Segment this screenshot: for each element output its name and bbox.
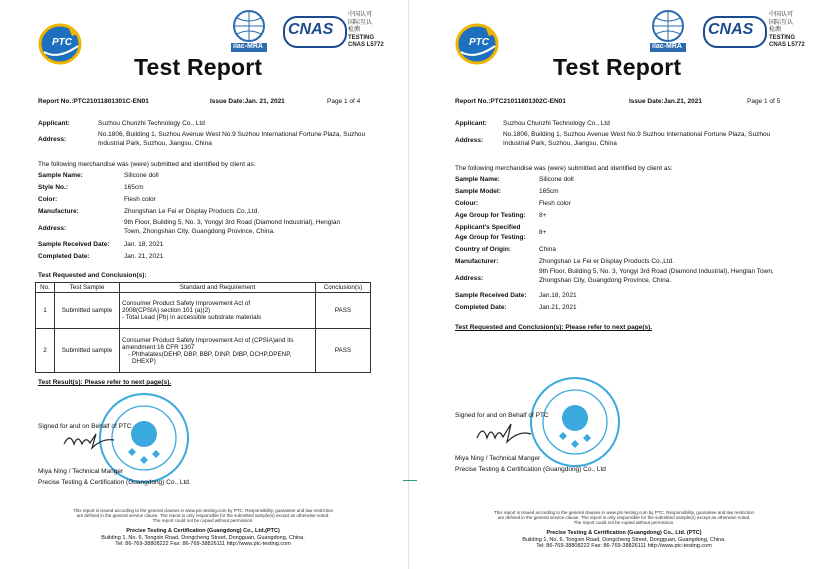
report-number: Report No.:PTC21011801302C-EN01	[455, 98, 566, 105]
legal-note-line: The report could not be copied without permission.	[152, 518, 254, 524]
cnas-text: CNAS	[288, 21, 334, 38]
page-divider	[408, 0, 409, 569]
table-row	[36, 293, 371, 329]
requirement-line: 2008(CPSIA) section 101 (a)(2)	[122, 307, 211, 314]
signed-text: Signed for and on Behalf of PTC	[38, 423, 132, 430]
accreditation-line: 中国认可	[769, 12, 794, 18]
legal-note-line: The report could not be copied without permission.	[573, 520, 675, 526]
ilac-text: ilac-MRA	[233, 43, 263, 50]
received-label: Sample Received Date:	[455, 292, 527, 299]
certification-stamp-icon	[529, 376, 621, 468]
field-label: Age Group for Testing:	[455, 234, 526, 241]
field-label: Applicant's Specified	[455, 224, 521, 231]
ptc-logo-text: PTC	[52, 37, 72, 48]
field-label: Sample Model:	[455, 188, 501, 195]
signer-name: Miya Ning / Technical Manger	[38, 468, 124, 475]
signer-company: Precise Testing & Certification (Guangdong) Co., Ltd.	[38, 479, 191, 486]
conclusion-line: Test Requested and Conclusion(s): Please refer to next page(s).	[455, 324, 653, 331]
requirement-line: - Phthalates(DEHP, DBP, BBP, DINP, DIBP, DCHP,DPENP,	[128, 350, 292, 358]
footer-contact: Tel: 86-769-38808222 Fax: 86-769-38826111 http://www.ptc-testing.com	[115, 541, 291, 547]
applicant-value: Suzhou Chunzhi Technology Co., Ltd	[503, 120, 610, 127]
table-header: Test Sample	[55, 283, 120, 293]
ilac-logo	[230, 10, 268, 54]
table-header: Standard and Requirement	[120, 283, 316, 293]
address-label: Address:	[38, 136, 67, 143]
address-line: No.1806, Building 1, Suzhou Avenue West No.9 Suzhou International Fortune Plaza, Suzhou	[503, 131, 771, 138]
field-label: Color:	[38, 196, 58, 203]
field-value: Zhongshan Le Fei er Display Products Co.,Ltd.	[124, 208, 260, 215]
address-line: No.1806, Building 1, Suzhou Avenue West No.9 Suzhou International Fortune Plaza, Suzhou	[98, 131, 366, 138]
address-value	[98, 131, 398, 148]
field-value: China	[539, 246, 556, 253]
issue-date: Issue Date:Jan.21, 2021	[629, 98, 702, 105]
mfr-address-value	[124, 219, 340, 236]
signer-company: Precise Testing & Certification (Guangdong) Co., Ltd	[455, 466, 606, 473]
intro-text: The following merchandise was (were) submitted and identified by client as:	[38, 161, 256, 168]
footer-company	[443, 530, 805, 550]
completed-value: Jan. 21, 2021	[124, 253, 164, 260]
field-value: Silicone doll	[124, 172, 159, 179]
table-header: Conclusion(s)	[316, 283, 371, 293]
page-number: Page 1 of 4	[327, 98, 361, 105]
footer-company-name: Precise Testing & Certification (Guangdong) Co., Ltd. (PTC)	[546, 530, 702, 536]
ptc-logo	[455, 22, 501, 66]
field-label: Sample Name:	[455, 176, 500, 183]
accreditation-line: 中国认可	[348, 12, 373, 18]
signed-text: Signed for and on Behalf of PTC	[455, 412, 549, 419]
address-line: 9th Floor, Building 5, No. 3, Yongyi 3rd Road (Diamond Industrial), Henglan	[124, 219, 341, 226]
field-value: 8+	[539, 229, 547, 236]
table-header: No.	[36, 283, 55, 293]
report-number: Report No.:PTC21011801301C-EN01	[38, 98, 149, 105]
row-no: 1	[36, 293, 55, 329]
accreditation-line: 国际互认	[348, 19, 373, 26]
field-label: Manufacturer:	[455, 258, 499, 265]
received-value: Jan.18, 2021	[539, 292, 577, 299]
accreditation-line: TESTING	[769, 34, 796, 41]
field-value: 8+	[539, 212, 547, 219]
field-label: Age Group for Testing:	[455, 212, 526, 219]
completed-label: Completed Date:	[38, 253, 90, 260]
address-line: Industrial Park, Suzhou, Jiangsu, China	[98, 139, 212, 147]
conclusion-table	[35, 282, 371, 373]
field-label: Manufacture:	[38, 208, 79, 215]
field-label: Colour:	[455, 200, 479, 207]
field-label: Sample Name:	[38, 172, 83, 179]
address-value	[503, 131, 813, 148]
legal-note-line: This report is issued according to the general clauses in www.ptc-testing.com by PTC. Responsibility, guarantee and law restriction	[493, 510, 755, 515]
requirement-line: DHEXP)	[132, 357, 156, 365]
address-line: Town, Zhongshan City, Guangdong Province, China.	[124, 227, 275, 235]
page-title: Test Report	[553, 54, 682, 80]
requirement-line: Consumer Product Safety Improvement Act of	[122, 300, 251, 307]
signer-name: Miya Ning / Technical Manger	[455, 455, 541, 462]
row-no: 2	[36, 329, 55, 373]
intro-text: The following merchandise was (were) submitted and identified by client as:	[455, 165, 673, 172]
row-result: PASS	[316, 293, 371, 329]
accreditation-line: TESTING	[348, 34, 375, 41]
accreditation-line: CNAS L5772	[769, 42, 805, 48]
results-line: Test Result(s): Please refer to next page(s).	[38, 379, 172, 386]
legal-note	[443, 510, 805, 526]
divider-tick	[403, 480, 417, 481]
cnas-text: CNAS	[708, 21, 754, 38]
footer-company-name: Precise Testing & Certification (Guangdong) Co., Ltd.(PTC)	[126, 528, 280, 534]
received-value: Jan. 18, 2021	[124, 241, 164, 248]
page-title: Test Report	[134, 54, 263, 80]
footer-contact: Tel: 86-769-38808222 Fax: 86-769-38826111 http://www.ptc-testing.com	[536, 543, 712, 549]
mfr-address-value	[539, 268, 774, 285]
accreditation-lines	[348, 12, 384, 50]
field-value: Flesh color	[124, 196, 156, 203]
field-value: Silicone doll	[539, 176, 574, 183]
signature-icon	[475, 420, 535, 446]
requirement-line: Consumer Product Safety Improvement Act of (CPSIA)and its	[122, 336, 294, 344]
ptc-logo	[38, 22, 84, 66]
report-page-left	[0, 0, 400, 569]
address-line: 9th Floor, Building 5, No. 3, Yongyi 3rd Road (Diamond Industrial), Henglan Town,	[539, 268, 774, 275]
legal-note-line: This report is issued according to the general clauses in www.ptc-testing.com by PTC. Responsibility, guarantee and law restriction	[72, 508, 334, 513]
row-sample: Submitted sample	[55, 293, 120, 329]
table-header-row	[36, 283, 371, 293]
field-value: Flesh color	[539, 200, 571, 207]
completed-label: Completed Date:	[455, 304, 507, 311]
row-requirement	[120, 293, 316, 329]
accreditation-lines	[769, 12, 805, 50]
footer-company	[22, 528, 384, 548]
address-label: Address:	[455, 137, 484, 144]
footer-address: Building 1, No. 6, Tongxin Road, Dongcheng Street, Dongguan, Guangdong, China.	[522, 536, 726, 543]
ilac-text: ilac-MRA	[652, 43, 682, 50]
address-line: Zhongshan City, Guangdong Province, China.	[539, 276, 672, 284]
field-value: Zhongshan Le Fei er Display Products Co.,Ltd.	[539, 258, 675, 265]
report-page-right	[417, 0, 821, 569]
row-requirement	[120, 329, 316, 373]
requirement-line: amendment 16 CFR 1307	[122, 343, 195, 351]
legal-note-line: are defined in the general service clause. The report is only responsible for the submitted sample(s) except as otherwise noted.	[497, 515, 751, 521]
row-result: PASS	[316, 329, 371, 373]
footer-address: Building 1, No. 6, Tongxin Road, Dongcheng Street, Dongguan, Guangdong, China.	[101, 534, 305, 541]
mfr-address-label: Address:	[455, 275, 484, 282]
issue-date: Issue Date:Jan. 21, 2021	[210, 98, 285, 105]
field-label: Country of Origin:	[455, 246, 511, 253]
page-number: Page 1 of 5	[747, 98, 781, 105]
applicant-label: Applicant:	[38, 120, 70, 127]
legal-note	[22, 508, 384, 524]
applicant-value: Suzhou Chunzhi Technology Co., Ltd	[98, 120, 205, 127]
ilac-logo	[649, 10, 687, 54]
accreditation-line: 国际互认	[769, 19, 794, 26]
legal-note-line: are defined in the general service clause. The report is only responsible for the submitted sample(s) except as otherwise noted.	[76, 513, 330, 519]
signature-icon	[62, 430, 118, 450]
field-value: 165cm	[124, 184, 144, 191]
accreditation-line: 检测	[348, 27, 361, 33]
field-value: 165cm	[539, 188, 559, 195]
completed-value: Jan.21, 2021	[539, 304, 577, 311]
accreditation-line: CNAS L5772	[348, 42, 384, 48]
received-label: Sample Received Date:	[38, 241, 110, 248]
applicant-label: Applicant:	[455, 120, 487, 127]
requirement-line: - Total Lead (Pb) in accessible substrate materials	[122, 314, 262, 321]
table-row	[36, 329, 371, 373]
field-label: Style No.:	[38, 184, 68, 191]
conclusion-heading: Test Requested and Conclusion(s):	[38, 272, 147, 279]
accreditation-line: 检测	[769, 27, 782, 33]
address-line: Industrial Park, Suzhou, Jiangsu, China	[503, 139, 617, 147]
mfr-address-label: Address:	[38, 225, 67, 232]
row-sample: Submitted sample	[55, 329, 120, 373]
ptc-logo-text: PTC	[469, 37, 489, 48]
